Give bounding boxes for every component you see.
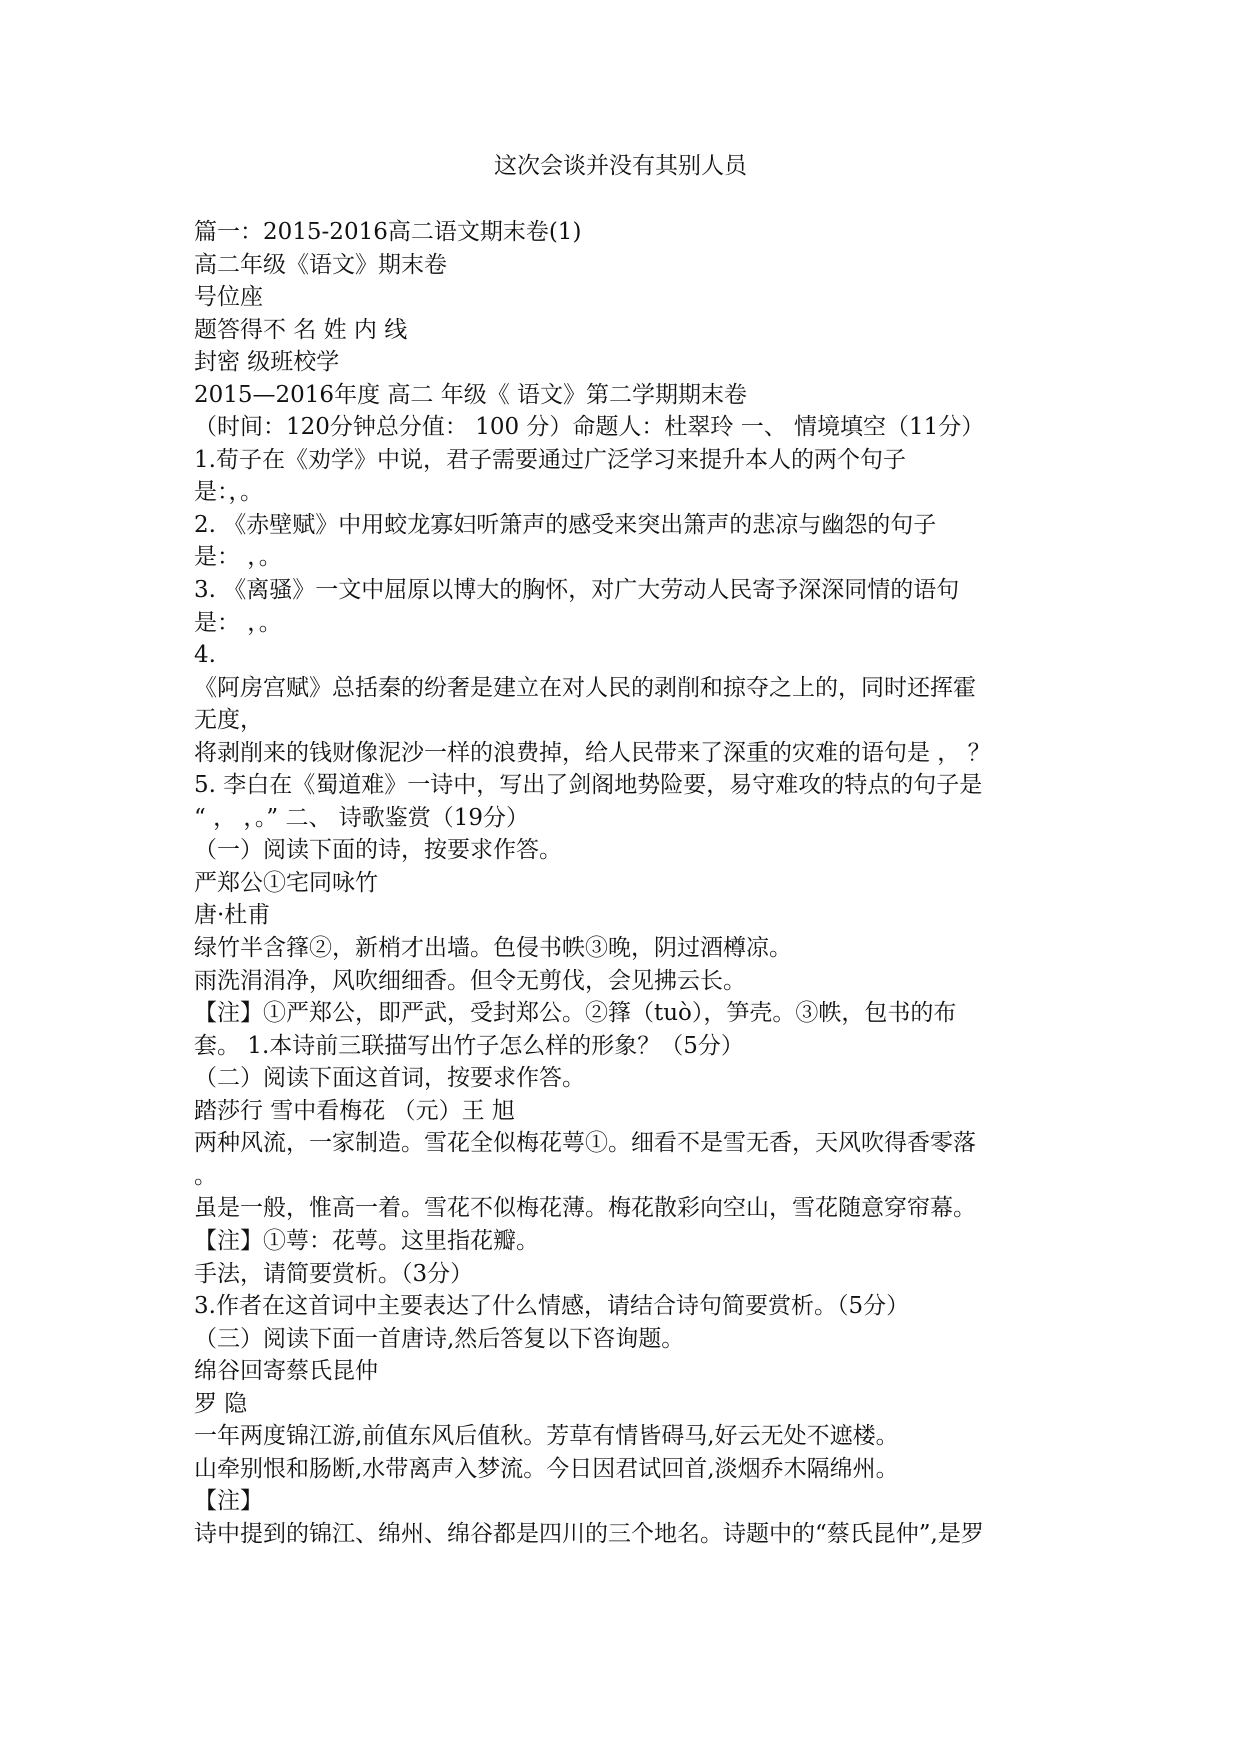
- text-line: 无度，: [194, 707, 263, 734]
- text-line: 绵谷回寄蔡氏昆仲: [194, 1358, 378, 1385]
- text-line: 5. 李白在《蜀道难》一诗中，写出了剑阁地势险要，易守难攻的特点的句子是: [194, 772, 983, 799]
- text-line: 篇一：2015-2016高二语文期末卷(1): [194, 219, 582, 245]
- text-line: 唐·杜甫: [194, 902, 271, 929]
- text-line: 雨洗涓涓净，风吹细细香。但令无剪伐，会见拂云长。: [194, 967, 746, 994]
- text-line: （三）阅读下面一首唐诗,然后答复以下咨询题。: [194, 1325, 685, 1352]
- text-line: 套。 1.本诗前三联描写出竹子怎么样的形象？（5分）: [194, 1032, 744, 1059]
- text-line: 4.: [194, 642, 216, 669]
- text-line: 【注】①严郑公，即严武，受封郑公。②箨（tuò），笋壳。③帙，包书的布: [194, 1000, 957, 1027]
- text-line: 题答得不 名 姓 内 线: [194, 316, 408, 343]
- text-line: 一年两度锦江游,前值东风后值秋。芳草有情皆碍马,好云无处不遮楼。: [194, 1423, 899, 1450]
- text-line: 【注】①萼：花萼。这里指花瓣。: [194, 1227, 539, 1254]
- text-line: 2. 《赤壁赋》中用蛟龙寡妇听箫声的感受来突出箫声的悲凉与幽怨的句子: [194, 511, 937, 538]
- text-line: 。: [194, 1162, 217, 1189]
- document-title: 这次会谈并没有其别人员: [494, 153, 747, 179]
- text-line: 两种风流，一家制造。雪花全似梅花萼①。细看不是雪无香，天风吹得香零落: [194, 1130, 976, 1157]
- text-line: 踏莎行 雪中看梅花 （元）王 旭: [194, 1097, 515, 1124]
- text-line: 诗中提到的锦江、绵州、绵谷都是四川的三个地名。诗题中的“蔡氏昆仲”,是罗: [194, 1520, 984, 1547]
- text-line: 2015—2016年度 高二 年级《 语文》第二学期期末卷: [194, 381, 747, 408]
- text-line: 虽是一般，惟高一着。雪花不似梅花薄。梅花散彩向空山，雪花随意穿帘幕。: [194, 1195, 976, 1222]
- text-line: 1.荀子在《劝学》中说，君子需要通过广泛学习来提升本人的两个句子: [194, 446, 906, 473]
- text-line: 严郑公①宅同咏竹: [194, 869, 378, 896]
- text-line: “ ， ，。” 二、 诗歌鉴赏（19分）: [194, 804, 530, 831]
- text-line: 将剥削来的钱财像泥沙一样的浪费掉，给人民带来了深重的灾难的语句是 ， ？: [194, 739, 991, 766]
- text-line: 罗 隐: [194, 1390, 248, 1417]
- text-line: 手法，请简要赏析。（3分）: [194, 1260, 474, 1287]
- document-body: [194, 216, 1074, 1550]
- text-line: 3.作者在这首词中主要表达了什么情感，请结合诗句简要赏析。（5分）: [194, 1293, 910, 1320]
- text-line: 是： ，。: [194, 609, 282, 636]
- text-line: （二）阅读下面这首词，按要求作答。: [194, 1065, 585, 1092]
- text-line: 高二年级《语文》期末卷: [194, 251, 447, 278]
- text-line: 号位座: [194, 284, 263, 311]
- text-line: 封密 级班校学: [194, 349, 340, 376]
- text-line: 是：，。: [194, 479, 263, 506]
- text-line: 山牵别恨和肠断,水带离声入梦流。今日因君试回首,淡烟乔木隔绵州。: [194, 1455, 899, 1482]
- text-line: 【注】: [194, 1488, 263, 1515]
- text-line: （一）阅读下面的诗，按要求作答。: [194, 837, 562, 864]
- text-line: 3. 《离骚》一文中屈原以博大的胸怀，对广大劳动人民寄予深深同情的语句: [194, 577, 960, 604]
- text-line: 《阿房宫赋》总括秦的纷奢是建立在对人民的剥削和掠夺之上的，同时还挥霍: [194, 674, 976, 701]
- text-line: 是： ，。: [194, 544, 282, 571]
- text-line: 绿竹半含箨②，新梢才出墙。色侵书帙③晚，阴过酒樽凉。: [194, 935, 792, 962]
- text-line: （时间：120分钟总分值： 100 分）命题人：杜翠玲 一、 情境填空（11分）: [194, 414, 985, 441]
